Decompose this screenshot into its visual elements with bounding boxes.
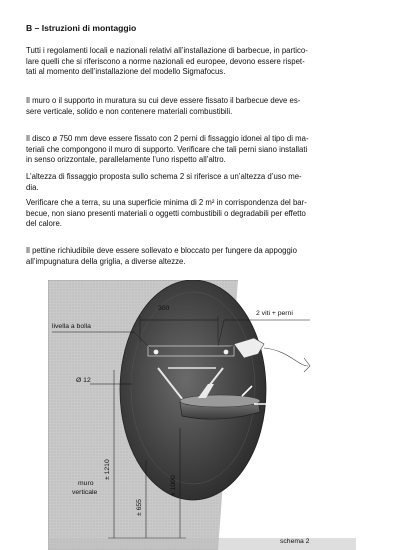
text-line: Il disco ø 750 mm deve essere fissato con 2 perni di fissaggio idonei al tipo di ma- bbox=[26, 134, 309, 143]
wall-label-line1: muro bbox=[78, 480, 94, 487]
section-heading: B – Istruzioni di montaggio bbox=[26, 23, 137, 33]
dim-1210-label: ± 1210 bbox=[104, 459, 111, 480]
disc bbox=[120, 280, 266, 500]
spirit-level-label: livella a bolla bbox=[52, 323, 91, 330]
dim-300-label: 300 bbox=[158, 305, 170, 312]
text-line: tati al momento dell’installazione del modello Sigmafocus. bbox=[26, 67, 226, 77]
paragraph-wall bbox=[26, 96, 382, 117]
paragraph-floor bbox=[26, 198, 382, 230]
mounting-hole bbox=[224, 350, 229, 355]
text-line: lare quelli che si riferiscono a norme nazionali ed europee, devono essere rispet- bbox=[26, 56, 305, 66]
dim-1000-label: ± 1000 bbox=[170, 475, 177, 496]
text-line: Il muro o il supporto in muratura su cui deve essere fissato il barbecue deve es- bbox=[26, 96, 301, 105]
wall-label-line2: verticale bbox=[72, 489, 98, 496]
bowl-top bbox=[180, 395, 260, 407]
text-line: all’impugnatura della griglia, a diverse altezze. bbox=[26, 256, 186, 266]
text-line: Il pettine richiudibile deve essere sollevato e bloccato per fungere da appoggio bbox=[26, 246, 297, 255]
installation-diagram bbox=[48, 280, 356, 550]
text-line: becue, non siano presenti materiali o oggetti combustibili o degradabili per effetto bbox=[26, 208, 306, 218]
paragraph-disc bbox=[26, 134, 382, 166]
text-line: teriali che compongono il muro di supporto. Verificare che tali perni siano installati bbox=[26, 144, 308, 154]
text-line: del calore. bbox=[26, 219, 62, 229]
hole-diameter-label: Ø 12 bbox=[76, 377, 91, 384]
figure-caption: schema 2 bbox=[280, 538, 310, 545]
text-line: L’altezza di fissaggio proposta sullo schema 2 si riferisce a un’altezza d’uso me- bbox=[26, 172, 302, 181]
text-line: Tutti i regolamenti locali e nazionali relativi all’installazione di barbecue, in partico- bbox=[26, 46, 308, 55]
text-line: sere verticale, solido e non contenere materiali combustibili. bbox=[26, 106, 233, 116]
paragraph-height bbox=[26, 172, 382, 193]
text-line: in senso orizzontale, parallelamente l’uno rispetto all’altro. bbox=[26, 155, 226, 165]
screws-label: 2 viti + perni bbox=[256, 310, 293, 317]
diagram-drawing bbox=[48, 280, 356, 550]
dim-655-label: ± 655 bbox=[136, 499, 143, 516]
floor-band bbox=[48, 538, 356, 550]
text-line: Verificare che a terra, su una superficie minima di 2 m² in corrispondenza del bar- bbox=[26, 198, 307, 207]
paragraph-regulations bbox=[26, 46, 382, 78]
text-line: dia. bbox=[26, 182, 39, 192]
paragraph-comb bbox=[26, 246, 382, 267]
mounting-hole bbox=[154, 350, 159, 355]
